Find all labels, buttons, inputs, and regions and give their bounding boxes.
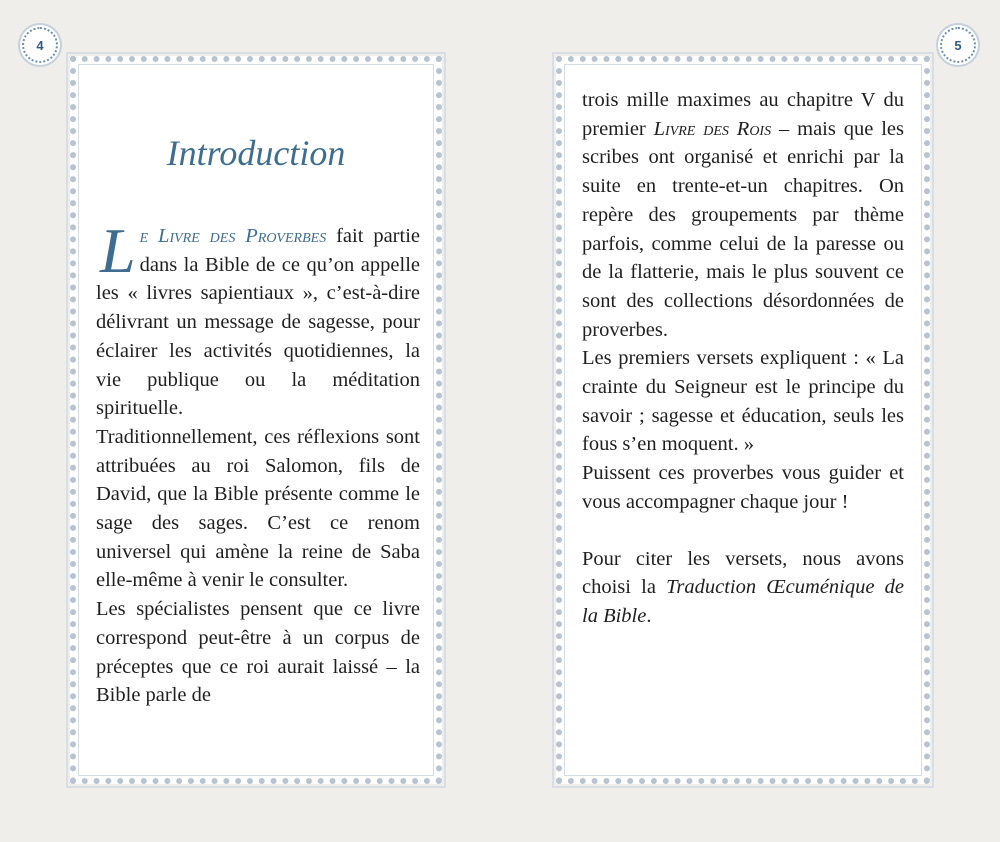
book-title: e Livre des Proverbes bbox=[139, 225, 327, 247]
paragraph: Les spécialistes pensent que ce livre correspond peut-être à un corpus de préceptes que ce roi aurait laissé – la Bible parle de bbox=[96, 598, 420, 707]
paragraph: Puissent ces proverbes vous guider et vous accompagner chaque jour ! bbox=[582, 462, 904, 513]
paragraph bbox=[582, 86, 904, 344]
left-page-body bbox=[96, 215, 420, 710]
paragraph: Les premiers versets expliquent : « La crainte du Seigneur est le principe du savoir ; sagesse et éducation, seuls les fous s’en moquent. » bbox=[582, 347, 904, 456]
drop-cap: L bbox=[100, 215, 136, 286]
paragraph-text: Pour citer les versets, nous avons choisi la bbox=[582, 547, 904, 599]
page-title: Introduction bbox=[166, 133, 346, 173]
page-number-right: 5 bbox=[940, 27, 976, 63]
left-page-frame bbox=[70, 56, 442, 784]
paragraph: Traditionnellement, ces réflexions sont attribuées au roi Salomon, fils de David, que la Bible présente comme le sage des sages. C’est ce renom universel qui amène la reine de Saba elle-même à venir le consulter. bbox=[96, 425, 420, 592]
paragraph bbox=[96, 215, 420, 423]
right-page-body bbox=[582, 86, 904, 631]
page-number-left: 4 bbox=[22, 27, 58, 63]
translation-title: Traduction Œcuménique de la Bible bbox=[582, 576, 904, 627]
book-title: Livre des Rois bbox=[653, 117, 772, 140]
paragraph-text: . bbox=[646, 604, 652, 627]
paragraph-text: – mais que les scribes ont organisé et enrichi par la suite en trente-et-un chapitres. On repère des groupements par thème parfois, comme celui de la paresse ou de la flatterie, mais le plus souvent ce sont des collections désordonnées de proverbes. bbox=[582, 117, 904, 341]
paragraph-text: fait partie dans la Bible de ce qu’on appelle les « livres sapientiaux », c’est-à-dire délivrant un message de sagesse, pour éclairer les activités quotidiennes, la vie publique ou la méditation spirituelle. bbox=[96, 225, 420, 420]
right-page-frame bbox=[556, 56, 930, 784]
paragraph-text: trois mille maximes au chapitre V du premier bbox=[582, 89, 904, 140]
paragraph-gap bbox=[582, 517, 904, 545]
paragraph bbox=[582, 545, 904, 631]
